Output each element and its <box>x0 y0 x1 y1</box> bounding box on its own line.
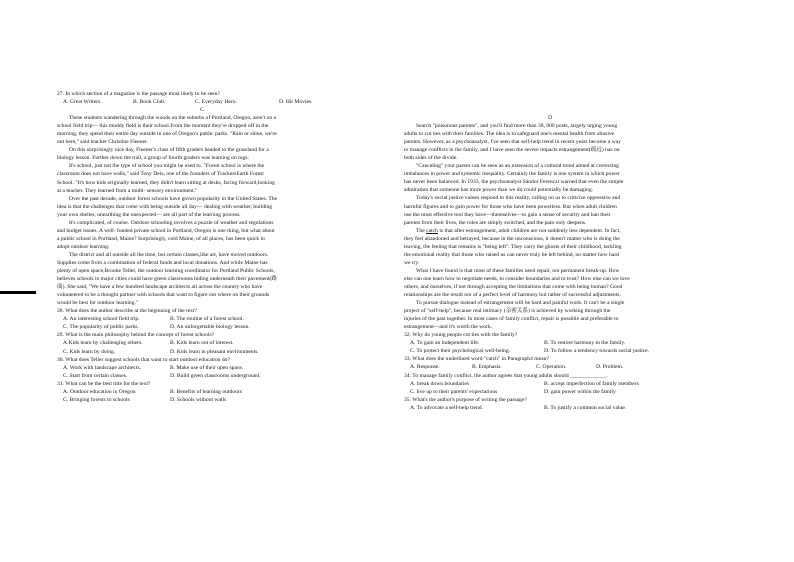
question-27-options <box>57 98 347 106</box>
passage-line: adults to cut ties with their families. The idea is to safeguard one's mental health from abusive <box>404 131 615 138</box>
option-row <box>404 388 696 396</box>
option-row <box>57 315 347 323</box>
option[interactable]: B. To restore harmony in the family. <box>544 340 626 347</box>
passage-line: we try. <box>404 259 420 266</box>
passage-c <box>57 114 347 307</box>
option[interactable]: D. Kids learn in pleasant environments. <box>170 348 259 355</box>
option[interactable]: D. Schools without walls <box>170 396 227 403</box>
passage-line: both sides of the divide. <box>404 155 458 162</box>
passage-line: morning, they spend their entire day outside in one of Oregon's public parks. "Rain or shine, we're <box>57 131 277 138</box>
passage-line: The district and all outside all the time, but certain classes,like art, have moved outdoors. <box>69 251 269 258</box>
passage-line: they feel abandoned and betrayed, because in the unconscious, it doesn't matter who is doing the <box>404 235 620 242</box>
question-stem: 28. What does the author describe at the beginning of the text? <box>57 308 198 315</box>
passage-line: biology lesson. Further down the trail, a group of fourth graders was learning on logs. <box>57 155 249 162</box>
option[interactable]: D. To follow a tendency towards social justice. <box>544 348 649 355</box>
question-stem: 30. What does Teller suggest schools that want to start outdoor education do? <box>57 356 230 363</box>
option[interactable]: D. gain power within the family <box>544 388 616 395</box>
passage-line: project of "self-help", because real intimacy (亲密关系) is achieved by working through the <box>404 308 611 315</box>
question-stem: 31. What can be the best title for the text? <box>57 380 151 387</box>
passage-d <box>404 122 696 331</box>
passage-line: injuries of the past together. In most cases of family conflict, repair is possible and preferable to <box>404 316 619 323</box>
option-row <box>57 364 347 372</box>
passage-line: would be best for outdoor learning." <box>57 300 139 307</box>
option-row <box>57 396 347 404</box>
option[interactable]: B. accept imperfection of family members <box>544 380 639 387</box>
option[interactable]: D. Build green classrooms underground. <box>170 372 261 379</box>
question-31 <box>57 380 347 404</box>
passage-line: relationships are the result not of a perfect level of harmony but rather of successful adjustments. <box>404 292 621 299</box>
option[interactable]: C. Bringing forests to schools <box>63 396 130 403</box>
option-row <box>57 372 347 380</box>
option-row <box>57 348 347 356</box>
passage-line: 面). She said, "We have a few hundred landscape architects all across the country who have <box>57 284 263 291</box>
passage-line: leaving, the feeling that remains is "being left". They carry the ghosts of their childhood, tackling <box>404 243 622 250</box>
option[interactable]: B. To justify a common social value. <box>544 404 627 411</box>
passage-line: plenty of open space,Brooke Teller, the outdoor learning coordinator for Portland Public Schools, <box>57 268 275 275</box>
passage-line: Supplies come from a combination of federal funds and local donations. And while Maine has <box>57 259 268 266</box>
option[interactable]: A. break down boundaries <box>410 380 470 387</box>
passage-line: volunteered to be a thought partner with schools that want to figure out where on their grounds <box>57 292 270 299</box>
option-row <box>57 323 347 331</box>
option[interactable]: A. Response. <box>410 364 440 371</box>
left-column <box>57 90 347 404</box>
option-row <box>404 363 696 371</box>
margin-binding-mark <box>0 291 36 294</box>
passage-line: and budget issues. A well- funded private school in Portland, Oregon is one thing, but what about <box>57 227 275 234</box>
option[interactable]: C. Everyday Hero. <box>195 99 237 106</box>
option[interactable]: A. Outdoor education in Oregon <box>63 388 136 395</box>
catch-before: The <box>416 227 427 234</box>
option[interactable]: D. Hit Movies. <box>279 99 313 106</box>
option[interactable]: A.Kids learn by challenging others. <box>63 340 143 347</box>
option[interactable]: B. Emphasis. <box>472 364 502 371</box>
option[interactable]: C. Operation. <box>536 364 567 371</box>
passage-line: To pursue dialogue instead of estrangement will be hard and painful work. It can't be a single <box>416 300 625 307</box>
question-32 <box>404 331 696 355</box>
passage-line: others, and ourselves, if not through accepting the limitations that come with being human? Good <box>404 283 623 290</box>
passage-line: has never been balanced. In 1933, the psychoanalyst Sándor Ferenczi warned that even the simple <box>404 179 624 186</box>
option[interactable]: B. Kids learn out of interest. <box>170 340 234 347</box>
option[interactable]: C. The popularity of public parks. <box>63 324 139 331</box>
catch-after: is that after estrangement, adult children are not suddenly less dependent. In fact, <box>437 227 621 234</box>
option-row <box>57 388 347 396</box>
passage-line: school field trip— this muddy field is their school.From the moment they're dropped off in the <box>57 123 269 130</box>
option[interactable]: A. An interesting school field trip. <box>63 316 140 323</box>
passage-line: Search "poisonous parents", and you'll find more than 38, 000 posts, largely urging young <box>416 123 618 130</box>
option[interactable]: C. live up to their parents' expectations <box>410 388 498 395</box>
passage-line: use the most effective tool they have—themselves—to gain a sense of security and ban their <box>404 211 611 218</box>
question-stem: 29. What is the main philosophy behind the concept of forest schools? <box>57 332 215 339</box>
passage-line: else can one learn how to negotiate needs, to consider boundaries and to trust? How else can we love <box>404 275 630 282</box>
passage-line: a public school in Portland, Maine? Surprisingly, cold Maine, of all places, has been quick to <box>57 235 265 242</box>
passage-line: the emotional reality that those who raised us can never truly be left behind, no matter how hard <box>404 251 619 258</box>
option[interactable]: B. Benefits of learning outdoors <box>170 388 242 395</box>
passage-line: believes schools in major cities could have green classrooms hiding underneath their pavement(路 <box>57 276 277 283</box>
passage-line: These students wandering through the woods on the suburbs of Portland, Oregon, aren't on a <box>69 115 277 122</box>
passage-line: What I have found is that most of these families need repair, not permanent break-up. How <box>416 267 620 274</box>
option[interactable]: D. Problem. <box>596 364 624 371</box>
passage-line: admiration that someone has more power than we do could potentially be damaging. <box>404 187 594 194</box>
passage-line: Over the past decade, outdoor forest schools have grown popularity in the United States. The <box>69 195 278 202</box>
question-30 <box>57 356 347 380</box>
right-column <box>404 114 696 412</box>
option[interactable]: B. The routine of a forest school. <box>170 316 244 323</box>
option-row <box>404 380 696 388</box>
section-label-c: C <box>200 107 204 114</box>
option[interactable]: A. Great Writers. <box>63 99 102 106</box>
passage-line: parents from their lives, the roles are simply switched, and the pain only deepens. <box>404 219 587 226</box>
passage-line: out here," said teacher Christine Fleener. <box>57 139 148 146</box>
option[interactable]: C. Kids learn by doing. <box>63 348 116 355</box>
question-stem: 34. To manage family conflict, the author agrees that young adults should _____________. <box>404 372 608 379</box>
option[interactable]: A. Work with landscape architects. <box>63 364 142 371</box>
passage-line: estrangement—and it's worth the work. <box>404 324 493 331</box>
question-27-stem: 27. In which section of a magazine is the passage most likely to be seen? <box>57 91 220 97</box>
passage-line: classroom does not have walls," said Tony Deis, one of the founders of TrackersEarth Forest <box>57 171 264 178</box>
option[interactable]: A. To advocate a self-help trend. <box>410 404 483 411</box>
underlined-word-catch: catch <box>426 227 438 234</box>
passage-line: idea is that the challenges that come with being outside all day— dealing with weather, building <box>57 203 273 210</box>
question-33 <box>404 355 696 371</box>
passage-line: School. "It's how kids originally learned, they didn't learn sitting at desks, facing forward,looking <box>57 179 275 186</box>
passage-line: adopt outdoor learning. <box>57 243 110 250</box>
option[interactable]: D. An unforgettable biology lesson. <box>170 324 250 331</box>
passage-line: parents. However, as a psychoanalyst, I've seen that self-help trend in recent years become a way <box>404 139 621 146</box>
question-28 <box>57 307 347 331</box>
catch-paragraph-first-line <box>404 227 696 235</box>
passage-line: your own shelter, unearthing the unexpected— are all part of the learning process. <box>57 211 241 218</box>
question-stem: 32. Why do young people cut ties with the family? <box>404 332 518 339</box>
passage-line: at a teacher. They learned from a multi- sensory environment." <box>57 187 198 194</box>
passage-line: It's school, just not the type of school you might be used to. "Forest school is where the <box>69 163 265 170</box>
question-stem: 35. What's the author's purpose of writing the passage? <box>404 396 527 403</box>
passage-line: On this surprisingly nice day, Fleener's class of fifth graders headed to the grassland for a <box>69 147 269 154</box>
passage-line: to manage conflicts in the family, and I have seen the severe impacts estrangement(疏远) has on <box>404 147 620 154</box>
option-row <box>404 347 696 355</box>
question-stem: 33. What does the underlined word "catch" in Paragraph4 mean? <box>404 356 549 363</box>
option-row <box>404 339 696 347</box>
passage-line: Today's social justice values respond to this reality, calling on us to criticize oppressive and <box>416 195 621 202</box>
question-34 <box>404 372 696 396</box>
passage-line: It's complicated, of course. Outdoor schooling involves a puzzle of weather and regulations <box>69 219 274 226</box>
option[interactable]: B. Make use of their open space. <box>170 364 244 371</box>
option[interactable]: A. To gain an independent life. <box>410 340 480 347</box>
option[interactable]: B. Book Club. <box>133 99 166 106</box>
option[interactable]: C. To protect their psychological well-being. <box>410 348 511 355</box>
option-row <box>404 404 696 412</box>
question-35 <box>404 396 696 412</box>
passage-line: harmful figures and to gain power for those who have been powerless. But when adult children <box>404 203 617 210</box>
passage-line: "Canceling" your parent can be seen as an extension of a cultural trend aimed at correcting <box>416 163 619 170</box>
question-29 <box>57 331 347 355</box>
option[interactable]: C. Start from certain classes. <box>63 372 128 379</box>
option-row <box>57 339 347 347</box>
passage-line: imbalances in power and systemic inequality. Certainly the family is one system in which power <box>404 171 620 178</box>
section-label-d: D <box>547 115 553 121</box>
